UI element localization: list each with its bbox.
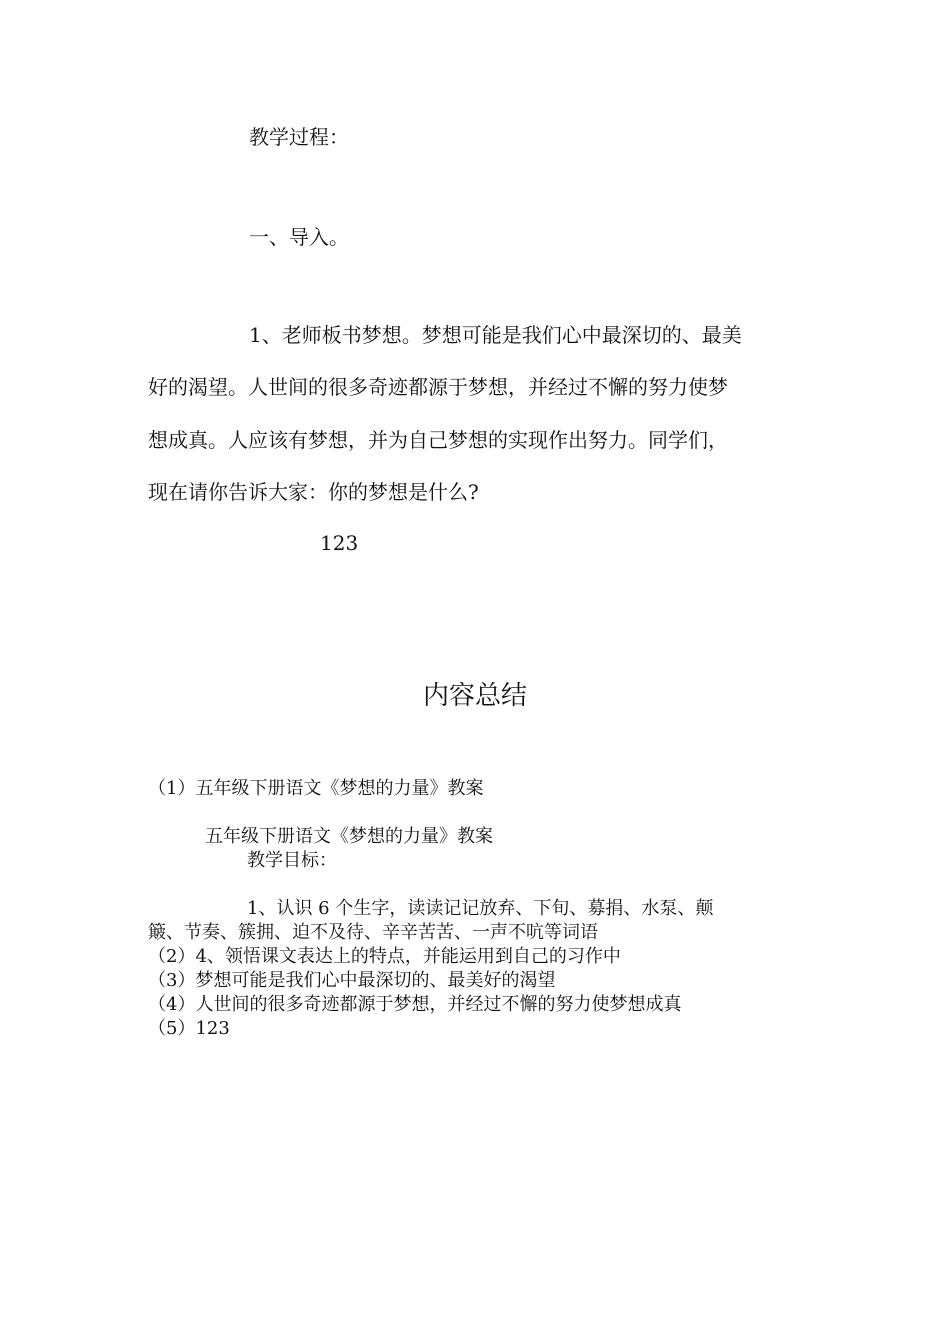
- paragraph-line-4: 现在请你告诉大家：你的梦想是什么?: [148, 480, 479, 504]
- summary-line: （3）梦想可能是我们心中最深切的、最美好的渴望: [148, 970, 556, 991]
- summary-line: 簸、节奏、簇拥、迫不及待、辛辛苦苦、一声不吭等词语: [148, 922, 598, 943]
- paragraph-line-3: 想成真。人应该有梦想，并为自己梦想的实现作出努力。同学们，: [148, 428, 728, 452]
- summary-line: 五年级下册语文《梦想的力量》教案: [205, 826, 493, 847]
- paragraph-line-2: 好的渴望。人世间的很多奇迹都源于梦想，并经过不懈的努力使梦: [148, 375, 728, 399]
- heading-teaching-process: 教学过程：: [249, 125, 349, 149]
- summary-line: （1）五年级下册语文《梦想的力量》教案: [148, 778, 484, 799]
- summary-line: （2）4、领悟课文表达上的特点，并能运用到自己的习作中: [148, 946, 621, 967]
- summary-title: 内容总结: [422, 681, 527, 711]
- summary-line: 教学目标：: [247, 850, 337, 871]
- summary-line: 1、认识 6 个生字，读读记记放弃、下旬、募捐、水泵、颠: [247, 898, 714, 919]
- heading-introduction: 一、导入。: [249, 225, 349, 249]
- summary-line: （4）人世间的很多奇迹都源于梦想，并经过不懈的努力使梦想成真: [148, 994, 682, 1015]
- page-number: 123: [320, 531, 359, 555]
- summary-line: （5）123: [148, 1018, 230, 1039]
- paragraph-line-1: 1、老师板书梦想。梦想可能是我们心中最深切的、最美: [249, 323, 742, 347]
